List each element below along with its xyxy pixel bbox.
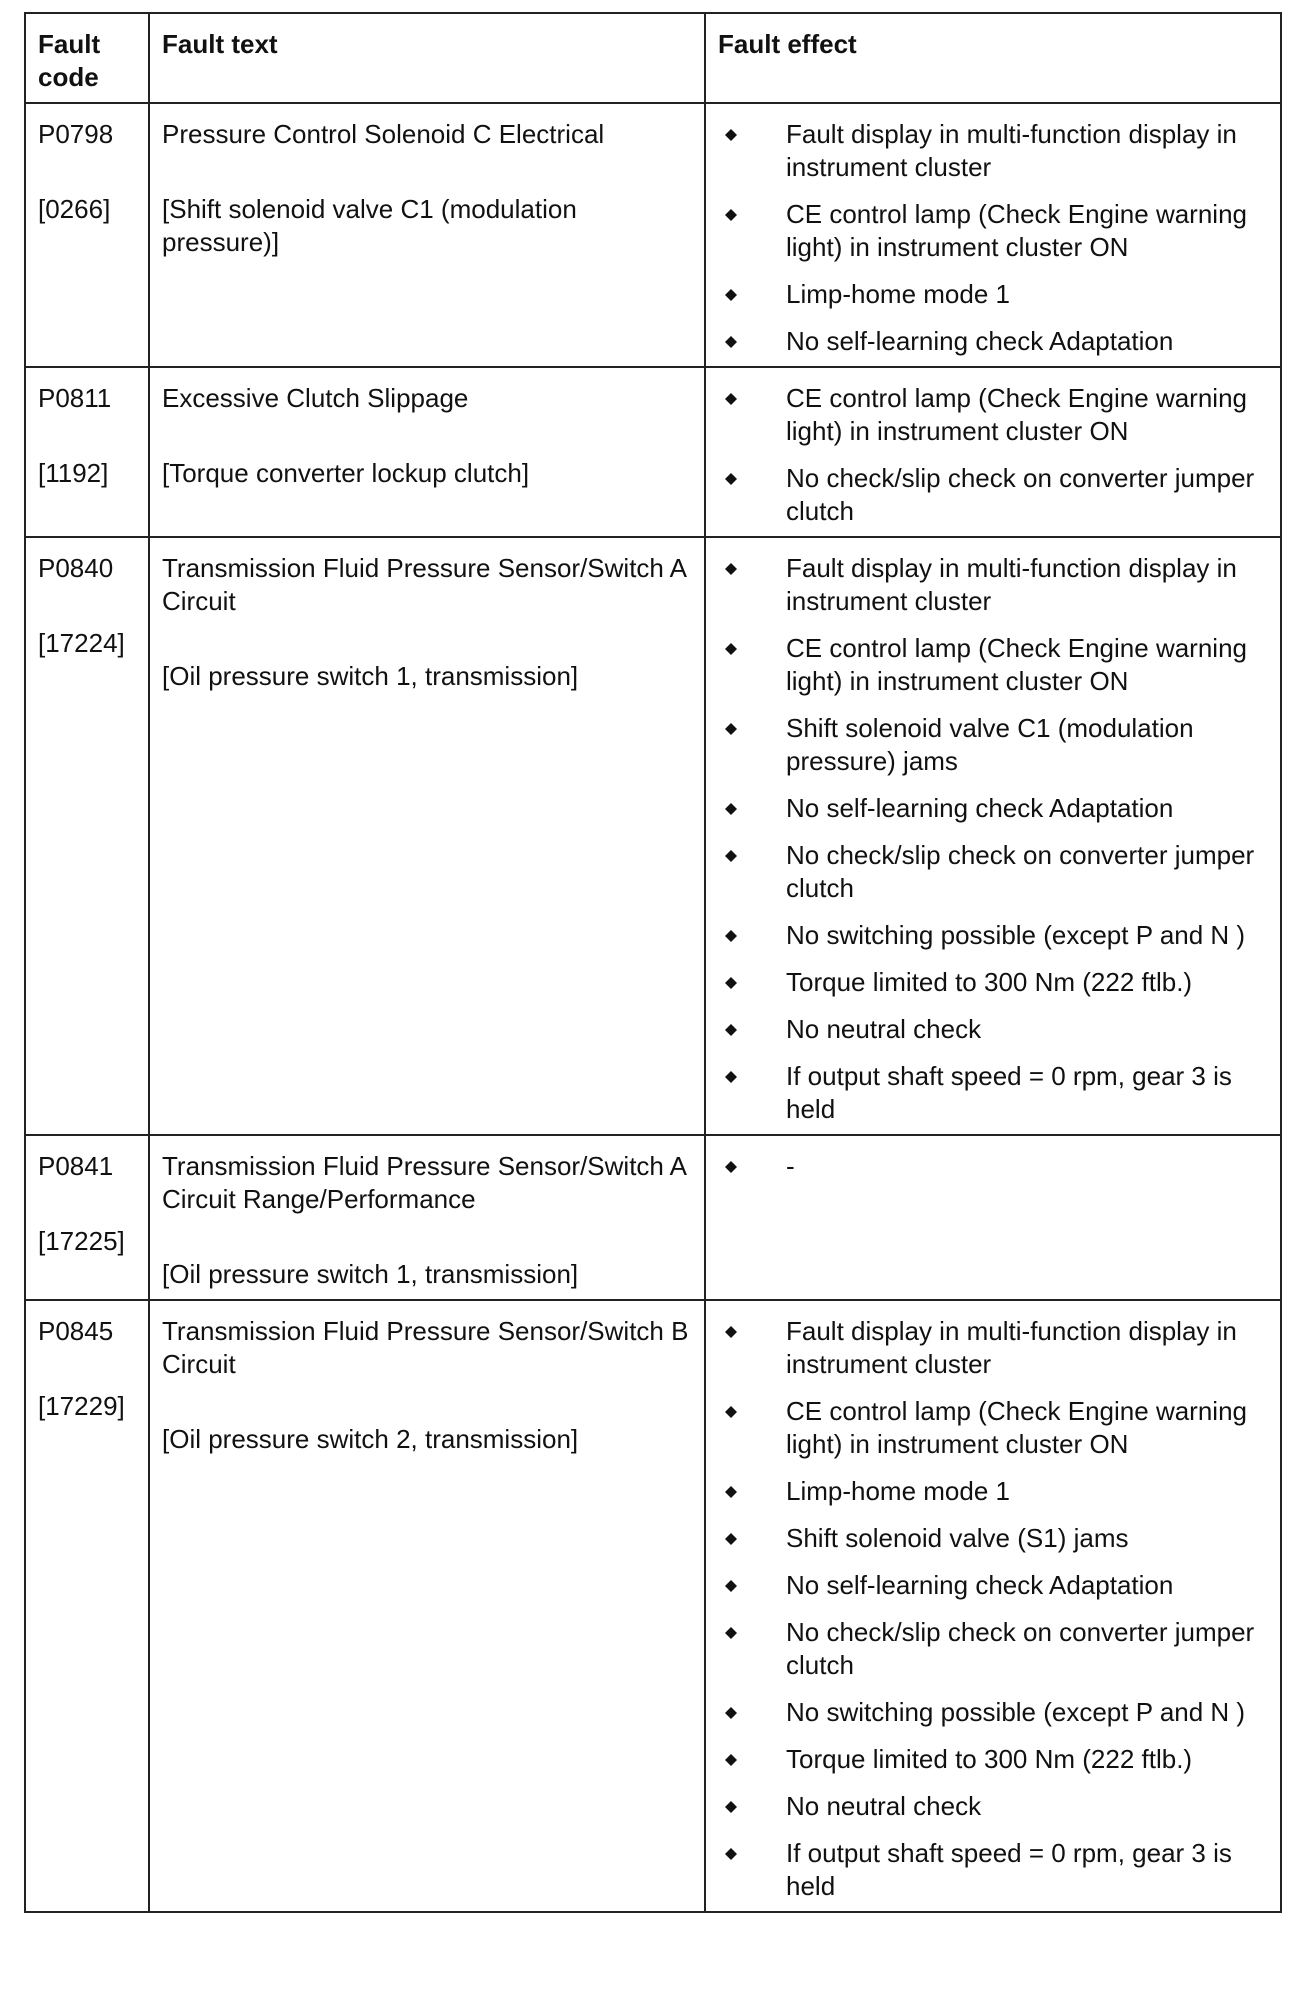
fault-row bbox=[25, 103, 1281, 367]
list-item bbox=[718, 1743, 1268, 1776]
fault-effect-text: Fault display in multi-function display in instrument cluster bbox=[786, 1316, 1237, 1379]
fault-effect-text: Shift solenoid valve (S1) jams bbox=[786, 1523, 1129, 1553]
fault-text: Transmission Fluid Pressure Sensor/Switch A Circuit Range/Performance bbox=[162, 1151, 686, 1214]
fault-alt-code: [17229] bbox=[38, 1391, 125, 1421]
diamond-bullet-icon bbox=[724, 1405, 738, 1419]
list-item bbox=[718, 198, 1268, 264]
diamond-bullet-icon bbox=[724, 1160, 738, 1174]
header-fault-text: Fault text bbox=[149, 13, 705, 103]
list-item bbox=[718, 1616, 1268, 1682]
list-item bbox=[718, 1569, 1268, 1602]
diamond-bullet-icon bbox=[724, 472, 738, 486]
fault-effect-cell bbox=[705, 537, 1281, 1135]
list-item bbox=[718, 712, 1268, 778]
fault-code: P0811 bbox=[38, 383, 112, 413]
fault-alt-text: [Oil pressure switch 2, transmission] bbox=[162, 1424, 579, 1454]
fault-text: Pressure Control Solenoid C Electrical bbox=[162, 119, 605, 149]
diamond-bullet-icon bbox=[724, 1753, 738, 1767]
fault-alt-code: [1192] bbox=[38, 458, 109, 488]
fault-alt-text: [Torque converter lockup clutch] bbox=[162, 458, 530, 488]
diamond-bullet-icon bbox=[724, 849, 738, 863]
fault-code: P0840 bbox=[38, 553, 114, 583]
list-item bbox=[718, 462, 1268, 528]
diamond-bullet-icon bbox=[724, 562, 738, 576]
list-item bbox=[718, 118, 1268, 184]
list-item bbox=[718, 552, 1268, 618]
fault-text-cell bbox=[149, 1300, 705, 1912]
list-item bbox=[718, 839, 1268, 905]
list-item bbox=[718, 632, 1268, 698]
fault-effect-text: If output shaft speed = 0 rpm, gear 3 is held bbox=[786, 1838, 1232, 1901]
fault-alt-code: [17225] bbox=[38, 1226, 125, 1256]
fault-effect-text: No switching possible (except P and N ) bbox=[786, 1697, 1246, 1727]
fault-effect-text: No neutral check bbox=[786, 1791, 982, 1821]
diamond-bullet-icon bbox=[724, 1706, 738, 1720]
list-item bbox=[718, 1315, 1268, 1381]
list-item bbox=[718, 792, 1268, 825]
diamond-bullet-icon bbox=[724, 1532, 738, 1546]
fault-effect-text: CE control lamp (Check Engine warning light) in instrument cluster ON bbox=[786, 199, 1247, 262]
fault-effect-text: Fault display in multi-function display in instrument cluster bbox=[786, 553, 1237, 616]
fault-effect-text: Fault display in multi-function display in instrument cluster bbox=[786, 119, 1237, 182]
fault-effect-text: Limp-home mode 1 bbox=[786, 279, 1010, 309]
diamond-bullet-icon bbox=[724, 288, 738, 302]
list-item bbox=[718, 1837, 1268, 1903]
header-fault-code: Fault code bbox=[25, 13, 149, 103]
diamond-bullet-icon bbox=[724, 722, 738, 736]
fault-effect-list bbox=[718, 382, 1268, 528]
fault-effect-list bbox=[718, 1315, 1268, 1903]
list-item bbox=[718, 1150, 1268, 1183]
fault-effect-text: No neutral check bbox=[786, 1014, 982, 1044]
diamond-bullet-icon bbox=[724, 1626, 738, 1640]
fault-code-cell bbox=[25, 537, 149, 1135]
diamond-bullet-icon bbox=[724, 128, 738, 142]
fault-effect-cell bbox=[705, 1300, 1281, 1912]
fault-row bbox=[25, 1300, 1281, 1912]
fault-effect-cell bbox=[705, 1135, 1281, 1300]
fault-effect-text: Limp-home mode 1 bbox=[786, 1476, 1010, 1506]
fault-text: Transmission Fluid Pressure Sensor/Switch B Circuit bbox=[162, 1316, 689, 1379]
fault-text-cell bbox=[149, 367, 705, 537]
diamond-bullet-icon bbox=[724, 929, 738, 943]
fault-code-cell bbox=[25, 1300, 149, 1912]
fault-alt-code: [17224] bbox=[38, 628, 125, 658]
list-item bbox=[718, 1790, 1268, 1823]
diamond-bullet-icon bbox=[724, 1579, 738, 1593]
list-item bbox=[718, 325, 1268, 358]
fault-alt-text: [Shift solenoid valve C1 (modulation pressure)] bbox=[162, 194, 577, 257]
fault-effect-text: No check/slip check on converter jumper clutch bbox=[786, 840, 1255, 903]
diamond-bullet-icon bbox=[724, 1847, 738, 1861]
list-item bbox=[718, 919, 1268, 952]
fault-table bbox=[24, 12, 1282, 1913]
list-item bbox=[718, 1696, 1268, 1729]
fault-alt-text: [Oil pressure switch 1, transmission] bbox=[162, 661, 579, 691]
fault-row bbox=[25, 537, 1281, 1135]
fault-row bbox=[25, 1135, 1281, 1300]
fault-effect-cell bbox=[705, 103, 1281, 367]
diamond-bullet-icon bbox=[724, 1023, 738, 1037]
list-item bbox=[718, 1475, 1268, 1508]
fault-effect-list bbox=[718, 118, 1268, 358]
diamond-bullet-icon bbox=[724, 1800, 738, 1814]
fault-code-cell bbox=[25, 1135, 149, 1300]
list-item bbox=[718, 1060, 1268, 1126]
fault-effect-text: No self-learning check Adaptation bbox=[786, 326, 1174, 356]
list-item bbox=[718, 1013, 1268, 1046]
fault-code: P0845 bbox=[38, 1316, 114, 1346]
fault-effect-text: If output shaft speed = 0 rpm, gear 3 is held bbox=[786, 1061, 1232, 1124]
fault-effect-text: No switching possible (except P and N ) bbox=[786, 920, 1246, 950]
fault-rows bbox=[25, 103, 1281, 1912]
fault-effect-text: No check/slip check on converter jumper clutch bbox=[786, 463, 1255, 526]
fault-alt-code: [0266] bbox=[38, 194, 111, 224]
list-item bbox=[718, 382, 1268, 448]
header-row bbox=[25, 13, 1281, 103]
fault-effect-text: Torque limited to 300 Nm (222 ftlb.) bbox=[786, 967, 1193, 997]
fault-effect-text: CE control lamp (Check Engine warning light) in instrument cluster ON bbox=[786, 633, 1247, 696]
list-item bbox=[718, 966, 1268, 999]
fault-text: Excessive Clutch Slippage bbox=[162, 383, 469, 413]
fault-effect-text: - bbox=[786, 1151, 795, 1181]
fault-effect-text: No self-learning check Adaptation bbox=[786, 793, 1174, 823]
fault-effect-text: Shift solenoid valve C1 (modulation pressure) jams bbox=[786, 713, 1194, 776]
diamond-bullet-icon bbox=[724, 1070, 738, 1084]
header-fault-effect: Fault effect bbox=[705, 13, 1281, 103]
fault-effect-text: No self-learning check Adaptation bbox=[786, 1570, 1174, 1600]
fault-code: P0841 bbox=[38, 1151, 114, 1181]
fault-text-cell bbox=[149, 1135, 705, 1300]
diamond-bullet-icon bbox=[724, 1485, 738, 1499]
fault-effect-list bbox=[718, 552, 1268, 1126]
diamond-bullet-icon bbox=[724, 1325, 738, 1339]
diamond-bullet-icon bbox=[724, 802, 738, 816]
fault-text-cell bbox=[149, 537, 705, 1135]
fault-code-cell bbox=[25, 103, 149, 367]
diamond-bullet-icon bbox=[724, 335, 738, 349]
diamond-bullet-icon bbox=[724, 392, 738, 406]
fault-code-cell bbox=[25, 367, 149, 537]
list-item bbox=[718, 1395, 1268, 1461]
diamond-bullet-icon bbox=[724, 976, 738, 990]
fault-effect-cell bbox=[705, 367, 1281, 537]
fault-row bbox=[25, 367, 1281, 537]
list-item bbox=[718, 278, 1268, 311]
list-item bbox=[718, 1522, 1268, 1555]
diamond-bullet-icon bbox=[724, 642, 738, 656]
fault-effect-text: No check/slip check on converter jumper clutch bbox=[786, 1617, 1255, 1680]
fault-effect-text: CE control lamp (Check Engine warning light) in instrument cluster ON bbox=[786, 1396, 1247, 1459]
fault-text: Transmission Fluid Pressure Sensor/Switch A Circuit bbox=[162, 553, 686, 616]
fault-effect-text: CE control lamp (Check Engine warning light) in instrument cluster ON bbox=[786, 383, 1247, 446]
fault-effect-text: Torque limited to 300 Nm (222 ftlb.) bbox=[786, 1744, 1193, 1774]
diamond-bullet-icon bbox=[724, 208, 738, 222]
fault-code: P0798 bbox=[38, 119, 114, 149]
fault-effect-list bbox=[718, 1150, 1268, 1183]
fault-alt-text: [Oil pressure switch 1, transmission] bbox=[162, 1259, 579, 1289]
fault-text-cell bbox=[149, 103, 705, 367]
